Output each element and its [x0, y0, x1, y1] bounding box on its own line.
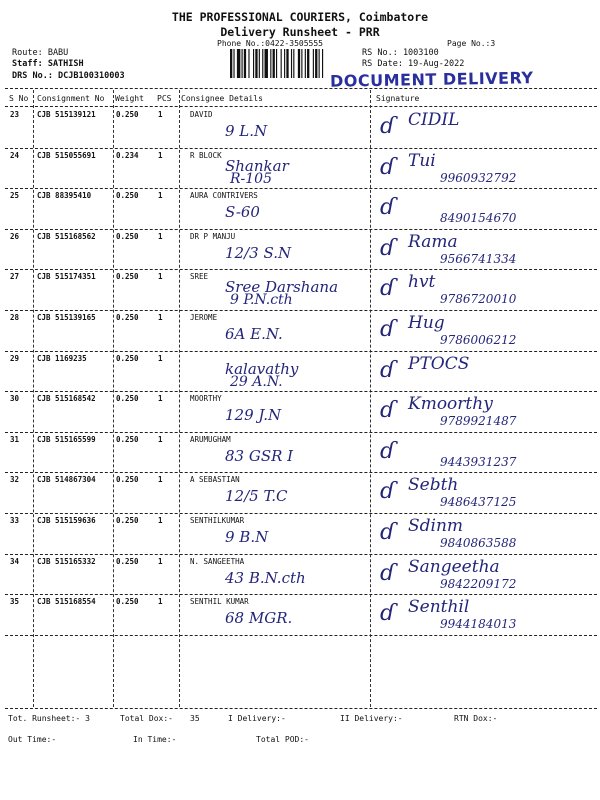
signature-phone: 9789921487 — [440, 414, 517, 429]
signature-name: Sdinm — [408, 516, 464, 536]
row-consignment: CJB 515168542 — [37, 394, 96, 404]
handwritten-note: Shankar — [225, 156, 289, 175]
table-row — [0, 230, 600, 270]
signature-mark: ɗ — [380, 479, 396, 505]
row-weight: 0.250 — [116, 475, 139, 485]
signature-name: hvt — [408, 272, 436, 293]
row-pcs: 1 — [158, 434, 163, 444]
handwritten-note-2: 29 A.N. — [230, 373, 283, 390]
row-consignment: CJB 515055691 — [37, 150, 96, 160]
row-weight: 0.250 — [116, 231, 139, 241]
row-consignee: DAVID — [190, 110, 213, 119]
barcode-bar — [307, 49, 309, 78]
row-consignee: A SEBASTIAN — [190, 475, 240, 485]
signature-name: Senthil — [408, 597, 470, 618]
rtn-dox-label: RTN Dox:- — [454, 714, 498, 723]
barcode-bar — [242, 49, 243, 78]
handwritten-note: kalavathy — [225, 359, 299, 378]
drs-number: DRS No.: DCJB100310003 — [12, 71, 125, 81]
table-row — [0, 108, 600, 148]
signature-phone: 9944184013 — [440, 617, 517, 632]
barcode-bar — [259, 49, 260, 78]
row-sno: 27 — [10, 272, 20, 282]
signature-mark: ɗ — [380, 276, 396, 302]
row-sno: 30 — [10, 394, 20, 404]
handwritten-note: S-60 — [225, 203, 260, 222]
out-time-label: Out Time:- — [8, 735, 57, 744]
row-divider — [5, 635, 597, 636]
barcode-bar — [313, 49, 314, 78]
col-signature: Signature — [376, 94, 420, 103]
signature-name: Rama — [408, 231, 458, 252]
row-consignment: CJB 88395410 — [37, 191, 92, 201]
row-consignment: CJB 515165599 — [37, 434, 96, 444]
col-pcs: PCS — [157, 94, 172, 103]
total-dox-value: 35 — [190, 714, 200, 723]
signature-phone: 8490154670 — [440, 211, 517, 226]
row-pcs: 1 — [158, 150, 163, 160]
row-sno: 25 — [10, 191, 20, 201]
phone-number: Phone No.:0422-3505555 — [217, 39, 323, 48]
signature-phone: 9786720010 — [440, 292, 517, 307]
signature-name: CIDIL — [408, 110, 460, 130]
table-row — [0, 473, 600, 513]
signature-name: Sangeetha — [408, 556, 500, 577]
handwritten-note: 9 L.N — [225, 122, 268, 140]
row-sno: 28 — [10, 313, 20, 322]
col-weight: Weight — [115, 94, 144, 103]
barcode-bar — [284, 49, 285, 78]
row-weight: 0.250 — [116, 272, 139, 282]
signature-mark: ɗ — [380, 357, 396, 383]
row-weight: 0.250 — [116, 313, 139, 322]
document-delivery-stamp: DOCUMENT DELIVERY — [329, 68, 534, 91]
barcode-bar — [315, 49, 317, 78]
signature-phone: 9486437125 — [440, 495, 517, 510]
signature-name: Kmoorthy — [408, 394, 493, 415]
handwritten-note: 129 J.N — [225, 406, 282, 425]
row-pcs: 1 — [158, 191, 163, 201]
table-row — [0, 149, 600, 189]
barcode-bar — [301, 49, 302, 78]
in-time-label: In Time:- — [133, 735, 177, 744]
table-row — [0, 189, 600, 229]
signature-name: Tui — [408, 150, 436, 171]
row-consignment: CJB 515168554 — [37, 597, 96, 607]
table-row — [0, 595, 600, 635]
total-pod-label: Total POD:- — [256, 735, 309, 744]
staff-label: Staff: SATHISH — [12, 59, 84, 69]
barcode-bar — [298, 49, 300, 78]
barcode-bar — [305, 49, 306, 78]
signature-mark: ɗ — [380, 520, 396, 545]
company-title: THE PROFESSIONAL COURIERS, Coimbatore — [171, 10, 429, 24]
col-consignee: Consignee Details — [181, 94, 263, 103]
table-row — [0, 270, 600, 310]
signature-phone: 9566741334 — [440, 251, 517, 266]
i-delivery-label: I Delivery:- — [228, 714, 286, 723]
row-pcs: 1 — [158, 353, 163, 363]
barcode-bar — [322, 49, 323, 78]
barcode-bar — [270, 49, 271, 78]
barcode-bar — [265, 49, 268, 78]
row-sno: 26 — [10, 231, 20, 241]
row-consignee: SENTHILKUMAR — [190, 516, 245, 525]
row-consignment: CJB 515159636 — [37, 516, 96, 525]
row-sno: 29 — [10, 353, 20, 363]
row-consignee: N. SANGEETHA — [190, 556, 245, 566]
signature-phone: 9786006212 — [440, 333, 517, 347]
handwritten-note: 12/3 S.N — [225, 243, 292, 262]
page-number: Page No.:3 — [447, 39, 496, 48]
signature-phone: 9960932792 — [440, 170, 517, 185]
row-sno: 31 — [10, 434, 20, 444]
barcode-bar — [273, 49, 275, 78]
barcode-bar — [286, 49, 288, 78]
row-consignee: DR P MANJU — [190, 231, 236, 241]
barcode-bar — [293, 49, 294, 78]
row-consignee: JEROME — [190, 313, 218, 322]
handwritten-note: Sree Darshana — [225, 278, 339, 297]
row-consignment: CJB 514867304 — [37, 475, 96, 485]
barcode-bar — [255, 49, 257, 78]
handwritten-note: 83 GSR I — [225, 446, 294, 465]
handwritten-note: 68 MGR. — [225, 609, 293, 628]
row-sno: 23 — [10, 110, 20, 119]
sheet-title: Delivery Runsheet - PRR — [220, 25, 380, 39]
row-pcs: 1 — [158, 556, 163, 566]
row-weight: 0.250 — [116, 516, 139, 525]
signature-mark: ɗ — [380, 317, 396, 342]
handwritten-note: 43 B.N.cth — [225, 568, 306, 587]
row-consignment: CJB 515174351 — [37, 272, 96, 282]
table-row — [0, 311, 600, 351]
signature-mark: ɗ — [380, 398, 396, 424]
table-row — [0, 392, 600, 432]
barcode-bar — [262, 49, 263, 78]
signature-name: PTOCS — [408, 353, 470, 374]
row-weight: 0.250 — [116, 110, 139, 119]
row-sno: 24 — [10, 150, 20, 160]
row-consignee: MOORTHY — [190, 394, 222, 404]
signature-mark: ɗ — [380, 154, 396, 180]
total-dox-label: Total Dox:- — [120, 714, 173, 723]
barcode-bar — [230, 49, 232, 78]
row-consignee: R BLOCK — [190, 150, 222, 160]
row-consignee: ARUMUGHAM — [190, 434, 231, 444]
row-pcs: 1 — [158, 110, 163, 119]
row-consignment: CJB 515168562 — [37, 231, 96, 241]
row-pcs: 1 — [158, 272, 163, 282]
row-consignee: SENTHIL KUMAR — [190, 597, 249, 607]
ii-delivery-label: II Delivery:- — [340, 714, 403, 723]
handwritten-note: 9 B.N — [225, 528, 269, 546]
signature-phone: 9842209172 — [440, 576, 517, 591]
row-weight: 0.250 — [116, 191, 139, 201]
signature-phone: 9443931237 — [440, 454, 517, 469]
barcode-bar — [248, 49, 249, 78]
barcode-bar — [237, 49, 240, 78]
row-weight: 0.250 — [116, 434, 139, 444]
signature-mark: ɗ — [380, 601, 396, 627]
footer-divider — [5, 708, 597, 709]
row-sno: 34 — [10, 556, 20, 566]
signature-mark: ɗ — [380, 114, 396, 139]
column-header-divider — [5, 106, 597, 107]
signature-name: Sebth — [408, 475, 459, 496]
barcode-bar — [244, 49, 246, 78]
rs-number: RS No.: 1003100 — [362, 48, 439, 58]
row-pcs: 1 — [158, 597, 163, 607]
row-weight: 0.250 — [116, 394, 139, 404]
row-pcs: 1 — [158, 231, 163, 241]
barcode-bar — [253, 49, 254, 78]
handwritten-note: 12/5 T.C — [225, 487, 288, 506]
table-row — [0, 514, 600, 554]
rs-date: RS Date: 19-Aug-2022 — [362, 59, 465, 69]
col-consignment: Consignment No — [37, 94, 105, 103]
table-row — [0, 433, 600, 473]
barcode-bar — [319, 49, 320, 78]
row-weight: 0.234 — [116, 150, 139, 160]
row-sno: 33 — [10, 516, 20, 525]
row-consignment: CJB 1169235 — [37, 353, 87, 363]
signature-phone: 9840863588 — [440, 536, 517, 550]
signature-mark: ɗ — [380, 438, 396, 464]
table-row — [0, 352, 600, 392]
handwritten-note: 6A E.N. — [225, 325, 283, 343]
handwritten-note-2: R-105 — [230, 170, 272, 187]
handwritten-note-2: 9 P.N.cth — [230, 292, 293, 309]
row-consignee: SREE — [190, 272, 209, 282]
row-pcs: 1 — [158, 516, 163, 525]
signature-name: Hug — [408, 313, 445, 333]
row-consignment: CJB 515139121 — [37, 110, 96, 119]
row-weight: 0.250 — [116, 353, 139, 363]
barcode-bar — [276, 49, 277, 78]
row-consignment: CJB 515139165 — [37, 313, 96, 322]
total-runsheet: Tot. Runsheet:- 3 — [8, 714, 90, 723]
signature-mark: ɗ — [380, 560, 396, 586]
route-label: Route: BABU — [12, 48, 69, 58]
barcode-bar — [291, 49, 292, 78]
row-consignment: CJB 515165332 — [37, 556, 96, 566]
row-weight: 0.250 — [116, 556, 139, 566]
row-sno: 32 — [10, 475, 20, 485]
barcode-bar — [233, 49, 234, 78]
row-consignee: AURA CONTRIVERS — [190, 191, 258, 201]
barcode-bar — [281, 49, 282, 78]
table-row — [0, 555, 600, 595]
row-sno: 35 — [10, 597, 20, 607]
row-pcs: 1 — [158, 313, 163, 322]
row-weight: 0.250 — [116, 597, 139, 607]
signature-mark: ɗ — [380, 235, 396, 261]
row-pcs: 1 — [158, 394, 163, 404]
col-sno: S No — [9, 94, 29, 103]
signature-mark: ɗ — [380, 195, 396, 221]
row-pcs: 1 — [158, 475, 163, 485]
header-divider — [5, 88, 597, 89]
